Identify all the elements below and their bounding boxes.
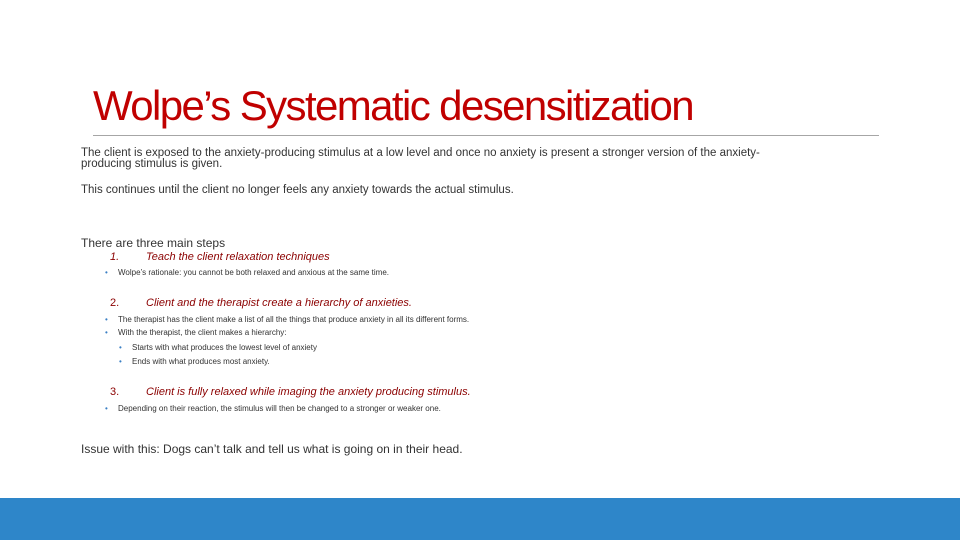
continues-paragraph: This continues until the client no longer feels any anxiety towards the actual stimulus. — [81, 184, 514, 196]
footer-bar — [0, 498, 960, 540]
issue-text: Issue with this: Dogs can’t talk and tell us what is going on in their head. — [81, 442, 463, 456]
step-2-number: 2. — [110, 297, 120, 309]
step-2-label: Client and the therapist create a hierarchy of anxieties. — [146, 297, 412, 309]
steps-heading: There are three main steps — [81, 236, 226, 250]
intro-paragraph — [81, 148, 861, 170]
step-1-number: 1. — [110, 251, 120, 263]
slide-title: Wolpe’s Systematic desensitization — [93, 82, 694, 129]
intro-line-2: producing stimulus is given. — [81, 158, 223, 170]
intro-line-1: The client is exposed to the anxiety-producing stimulus at a low level and once no anxiety is present a stronger version of the anxiety- — [81, 147, 760, 159]
step-2-sub-bullet-2: • Ends with what produces most anxiety. — [119, 357, 270, 367]
step-2-bullet-2: • With the therapist, the client makes a hierarchy: — [105, 328, 287, 338]
step-1-bullet-1: • Wolpe’s rationale: you cannot be both relaxed and anxious at the same time. — [105, 268, 389, 278]
step-3-bullet-1: • Depending on their reaction, the stimulus will then be changed to a stronger or weaker one. — [105, 404, 441, 414]
step-3-number: 3. — [110, 386, 120, 398]
step-1-label: Teach the client relaxation techniques — [146, 251, 330, 263]
title-divider — [93, 135, 879, 136]
step-2-bullet-1: • The therapist has the client make a list of all the things that produce anxiety in all its different forms. — [105, 315, 469, 325]
step-2-sub-bullet-1: • Starts with what produces the lowest level of anxiety — [119, 343, 317, 353]
step-3-label: Client is fully relaxed while imaging the anxiety producing stimulus. — [146, 386, 471, 398]
